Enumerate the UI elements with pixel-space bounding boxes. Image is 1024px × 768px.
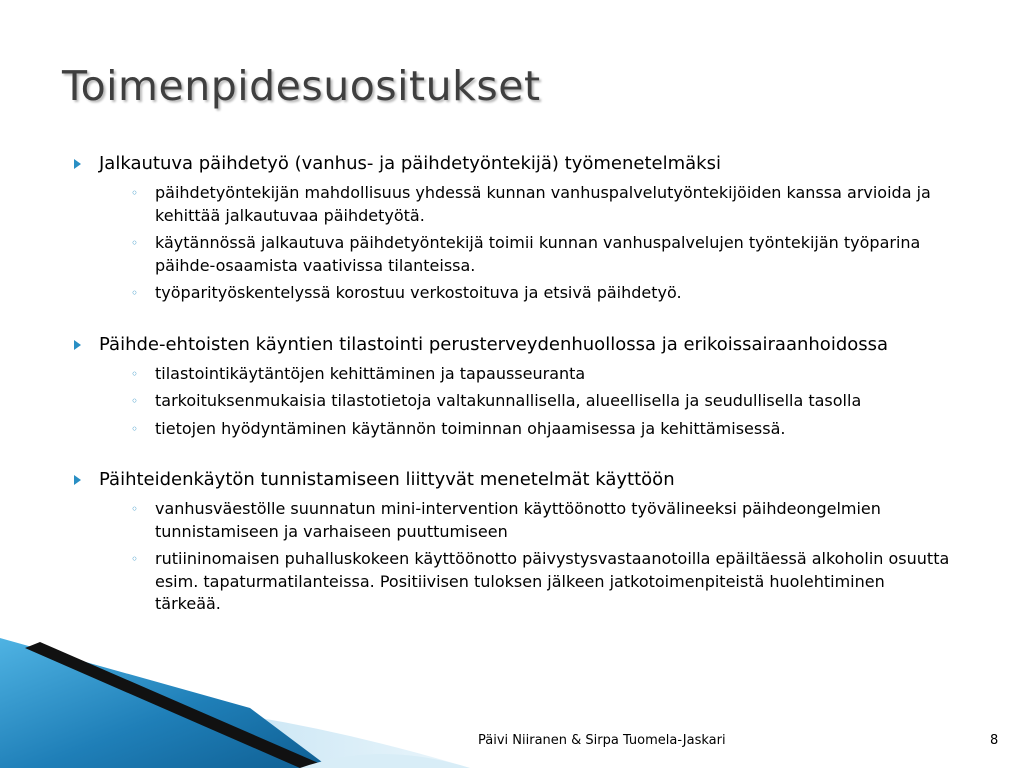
list-item-text: tarkoituksenmukaisia tilastotietoja valtakunnallisella, alueellisella ja seudullisella tasolla	[155, 391, 862, 410]
list-item-text: käytännössä jalkautuva päihdetyöntekijä toimii kunnan vanhuspalvelujen työntekijän työparina päihde-osaamista vaativissa tilanteissa.	[155, 233, 921, 275]
hollow-circle-icon: ◦	[131, 502, 139, 516]
section-2	[72, 331, 952, 441]
section-1-heading-item	[72, 150, 952, 305]
list-item	[99, 548, 952, 616]
section-3-heading: Päihteidenkäytön tunnistamiseen liittyvät menetelmät käyttöön	[99, 469, 675, 490]
list-item	[99, 363, 952, 386]
list-item-text: rutiininomaisen puhalluskokeen käyttöönotto päivystysvastaanotoilla epäiltäessä alkoholin osuutta esim. tapaturmatilanteissa. Positiivisen tuloksen jälkeen jatkotoimenpiteistä huolehtiminen tärkeää.	[155, 549, 950, 613]
section-3-heading-item	[72, 466, 952, 616]
section-3-sublist	[99, 498, 952, 616]
section-1-sublist	[99, 182, 952, 305]
hollow-circle-icon: ◦	[131, 366, 139, 381]
list-item	[99, 390, 952, 413]
hollow-circle-icon: ◦	[131, 421, 139, 436]
hollow-circle-icon: ◦	[131, 552, 139, 566]
hollow-circle-icon: ◦	[131, 186, 139, 200]
list-item	[99, 182, 952, 227]
section-2-heading: Päihde-ehtoisten käyntien tilastointi perusterveydenhuollossa ja erikoissairaanhoidossa	[99, 333, 889, 355]
footer-author: Päivi Niiranen & Sirpa Tuomela-Jaskari	[478, 733, 726, 748]
list-item	[99, 232, 952, 277]
triangle-right-icon	[74, 159, 81, 169]
triangle-right-icon	[74, 475, 81, 485]
slide-content	[72, 150, 952, 621]
list-item	[99, 282, 952, 305]
list-item	[99, 498, 952, 543]
list-item-text: tietojen hyödyntäminen käytännön toiminnan ohjaamisessa ja kehittämisessä.	[155, 418, 786, 438]
section-2-sublist	[99, 363, 952, 441]
section-2-heading-item	[72, 331, 952, 441]
hollow-circle-icon: ◦	[131, 236, 139, 250]
hollow-circle-icon: ◦	[131, 394, 139, 408]
hollow-circle-icon: ◦	[131, 286, 139, 300]
list-item-text: tilastointikäytäntöjen kehittäminen ja tapausseuranta	[155, 363, 586, 383]
section-1	[72, 150, 952, 305]
triangle-right-icon	[74, 340, 81, 350]
slide-title: Toimenpidesuositukset	[62, 62, 541, 110]
list-item-text: päihdetyöntekijän mahdollisuus yhdessä kunnan vanhuspalvelutyöntekijöiden kanssa arvioida ja kehittää jalkautuvaa päihdetyötä.	[155, 183, 931, 225]
section-3	[72, 466, 952, 616]
page-number: 8	[990, 733, 999, 748]
section-1-heading: Jalkautuva päihdetyö (vanhus- ja päihdetyöntekijä) työmenetelmäksi	[99, 153, 721, 174]
list-item-text: työparityöskentelyssä korostuu verkostoituva ja etsivä päihdetyö.	[155, 283, 682, 302]
list-item	[99, 418, 952, 441]
list-item-text: vanhusväestölle suunnatun mini-intervention käyttöönotto työvälineeksi päihdeongelmien tunnistamiseen ja varhaiseen puuttumiseen	[155, 499, 881, 541]
